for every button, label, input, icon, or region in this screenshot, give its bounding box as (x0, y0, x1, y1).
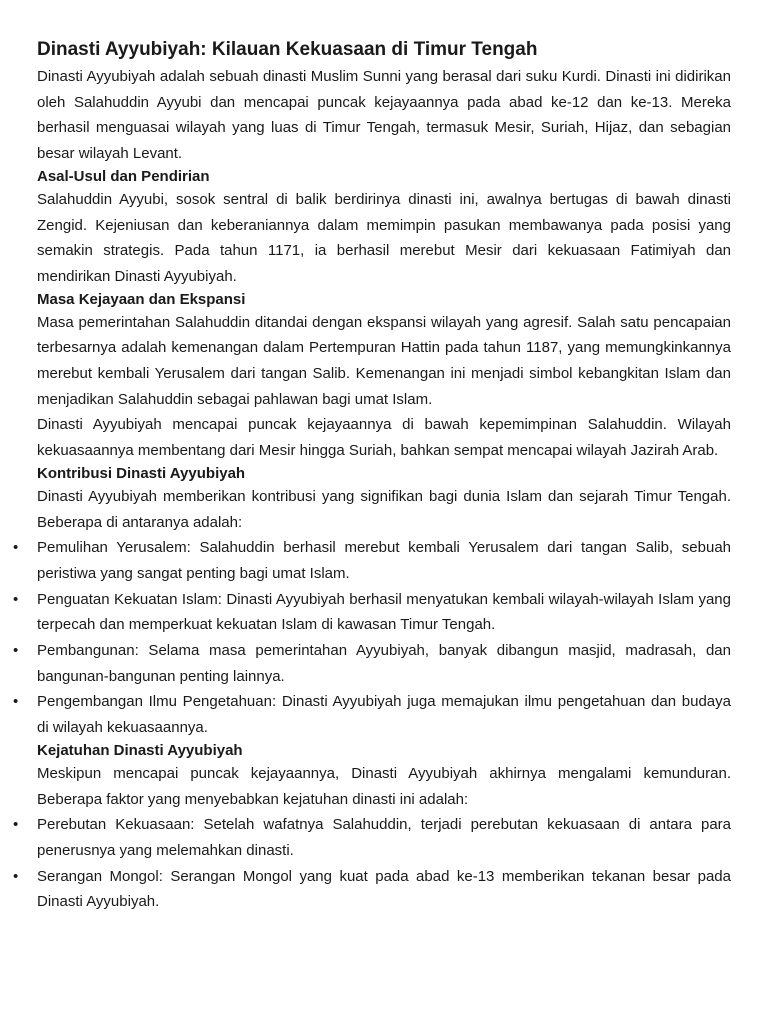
list-item (13, 864, 731, 915)
heading-origin: Asal-Usul dan Pendirian (37, 167, 210, 185)
bullet-icon: • (13, 867, 19, 885)
document-page (13, 38, 731, 915)
list-item-text: Serangan Mongol: Serangan Mongol yang kuat pada abad ke-13 memberikan tekanan besar pada Dinasti Ayyubiyah. (37, 867, 731, 911)
glory-paragraph-1: Masa pemerintahan Salahuddin ditandai dengan ekspansi wilayah yang agresif. Salah satu pencapaian terbesarnya adalah kemenangan dalam Pertempuran Hattin pada tahun 1187, yang memungkinkannya merebut kembali Yerusalem dari tangan Salib. Kemenangan ini menjadi simbol kebangkitan Islam dan menjadikan Salahuddin sebagai pahlawan bagi umat Islam. (37, 313, 731, 408)
document-title: Dinasti Ayyubiyah: Kilauan Kekuasaan di Timur Tengah (37, 39, 538, 60)
bullet-icon: • (13, 693, 19, 711)
bullet-icon: • (13, 642, 19, 660)
bullet-icon: • (13, 816, 19, 834)
list-item (13, 535, 731, 586)
bullet-icon: • (13, 539, 19, 557)
contribution-list (13, 535, 731, 741)
origin-paragraph: Salahuddin Ayyubi, sosok sentral di balik berdirinya dinasti ini, awalnya bertugas di bawah dinasti Zengid. Kejeniusan dan keberaniannya dalam memimpin pasukan membawanya pada posisi yang semakin strategis. Pada tahun 1171, ia berhasil merebut Mesir dari kekuasaan Fatimiyah dan mendirikan Dinasti Ayyubiyah. (37, 190, 731, 285)
contribution-paragraph: Dinasti Ayyubiyah memberikan kontribusi yang signifikan bagi dunia Islam dan sejarah Timur Tengah. Beberapa di antaranya adalah: (37, 487, 731, 531)
heading-fall: Kejatuhan Dinasti Ayyubiyah (37, 741, 243, 759)
list-item-text: Penguatan Kekuatan Islam: Dinasti Ayyubiyah berhasil menyatukan kembali wilayah-wilayah Islam yang terpecah dan memperkuat kekuatan Islam di kawasan Timur Tengah. (37, 590, 731, 634)
list-item-text: Pengembangan Ilmu Pengetahuan: Dinasti Ayyubiyah juga memajukan ilmu pengetahuan dan budaya di wilayah kekuasaannya. (37, 693, 731, 737)
list-item-text: Perebutan Kekuasaan: Setelah wafatnya Salahuddin, terjadi perebutan kekuasaan di antara para penerusnya yang melemahkan dinasti. (37, 816, 731, 859)
list-item-text: Pembangunan: Selama masa pemerintahan Ayyubiyah, banyak dibangun masjid, madrasah, dan bangunan-bangunan penting lainnya. (37, 642, 731, 685)
list-item (13, 638, 731, 689)
fall-paragraph: Meskipun mencapai puncak kejayaannya, Dinasti Ayyubiyah akhirnya mengalami kemunduran. Beberapa faktor yang menyebabkan kejatuhan dinasti ini adalah: (37, 764, 731, 808)
list-item-text: Pemulihan Yerusalem: Salahuddin berhasil merebut kembali Yerusalem dari tangan Salib, sebuah peristiwa yang sangat penting bagi umat Islam. (37, 539, 731, 582)
intro-paragraph: Dinasti Ayyubiyah adalah sebuah dinasti Muslim Sunni yang berasal dari suku Kurdi. Dinasti ini didirikan oleh Salahuddin Ayyubi dan mencapai puncak kejayaannya pada abad ke-12 dan ke-13. Mereka berhasil menguasai wilayah yang luas di Timur Tengah, termasuk Mesir, Suriah, Hijaz, dan sebagian besar wilayah Levant. (37, 68, 731, 163)
fall-list (13, 812, 731, 915)
list-item (13, 587, 731, 638)
heading-glory: Masa Kejayaan dan Ekspansi (37, 290, 246, 308)
list-item (13, 812, 731, 863)
bullet-icon: • (13, 590, 19, 608)
list-item (13, 689, 731, 740)
glory-paragraph-2: Dinasti Ayyubiyah mencapai puncak kejayaannya di bawah kepemimpinan Salahuddin. Wilayah kekuasaannya membentang dari Mesir hingga Suriah, bahkan sempat mencapai wilayah Jazirah Arab. (37, 416, 731, 460)
heading-contribution: Kontribusi Dinasti Ayyubiyah (37, 464, 246, 482)
